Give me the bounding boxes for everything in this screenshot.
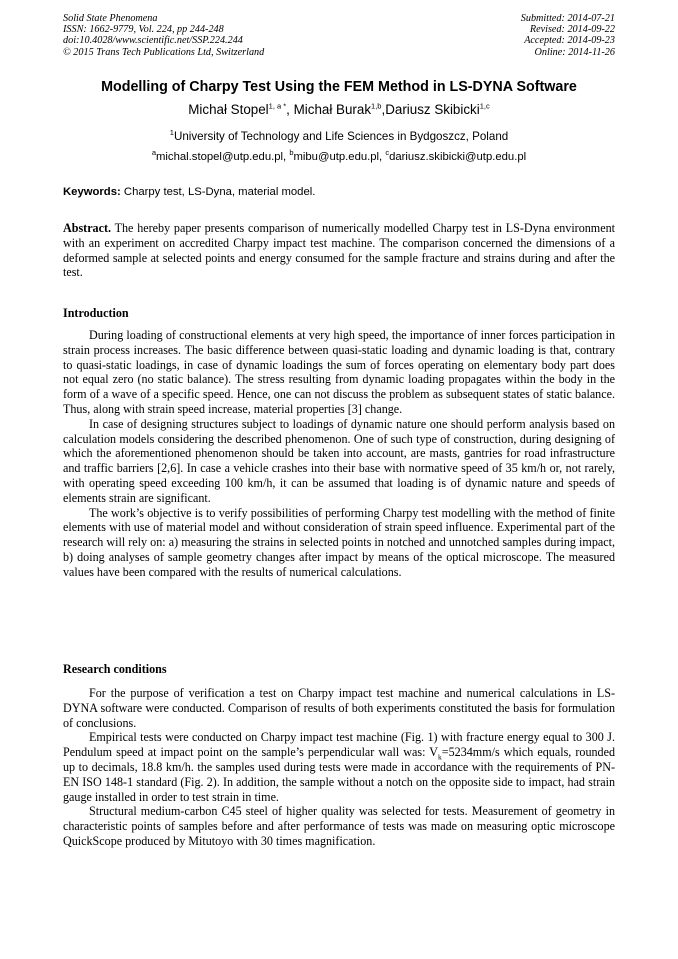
email-list [40,148,638,163]
paragraph: For the purpose of verification a test on Charpy impact test machine and numerical calculations in LS-DYNA software were conducted. Comparison of results of both experiments constituted the basis for formulation of conclusions. [63,686,615,730]
revised-date: Revised: 2014-09-22 [529,24,615,36]
author-list: Michał Stopel$^{1, a *}$, Michał Burak$^{1,b}$,Dariusz Skibicki$^{1,c}$ [188,101,490,117]
paper-title: Modelling of Charpy Test Using the FEM Method in LS-DYNA Software [101,79,577,95]
keywords [63,186,615,198]
author-superscript: 1, a * [268,101,287,111]
abstract-text: The hereby paper presents comparison of numerically modelled Charpy test in LS-Dyna environment with an experiment on accredited Charpy impact test machine. The comparison concerned the dimensions of a deformed sample at selected points and energy consumed for the sample fracture and strains during and after the test. [63,221,615,280]
email-superscript: c [385,148,390,158]
doi: doi:10.4028/www.scientific.net/SSP.224.244 [63,35,243,47]
section-heading-research-conditions: Research conditions [63,662,167,676]
author-superscript: 1,b [371,101,382,111]
paragraph: During loading of constructional elements at very high speed, the importance of inner forces participation in strain process increases. The basic difference between quasi-static loading and dynamic loading is that, contrary to quasi-static loadings, in case of dynamic loadings the sum of forces operating on elementary body part does not equal zero (no static balance). The stress resulting from dynamic loading propagates within the body in the form of a wave of a specific speed. Hence, one can not discuss the problem as subsequent states of static balance. Thus, along with strain speed increase, material properties [3] change. [63,328,615,416]
section-heading-introduction: Introduction [63,306,129,320]
issn: ISSN: 1662-9779, Vol. 224, pp 244-248 [63,24,224,36]
accepted-date: Accepted: 2014-09-23 [524,35,615,47]
submitted-date: Submitted: 2014-07-21 [520,13,615,24]
abstract-label: Abstract. [63,221,112,235]
email-link[interactable]: michal.stopel@utp.edu.pl, [156,151,290,163]
paragraph: The work’s objective is to verify possibilities of performing Charpy test modelling with the method of finite elements with use of material model and without consideration of strain speed influence. Experimental part of the research will rely on: a) measuring the strains in selected points in notched and unnotched samples during impact, b) doing analyses of sample geometry changes after impact by means of the optical microscope. The measured values have been compared with the results of numerical calculations. [63,505,615,579]
abstract [63,221,615,280]
author-name: Dariusz Skibicki [385,102,480,117]
research-conditions-section [63,686,615,849]
author-name: Michał Stopel [188,102,269,117]
paragraph-text: =5234mm/s which equals, rounded up to decimals, 18.8 km/h. the samples used during tests were made in accordance with the requirements of PN-EN ISO 148-1 standard (Fig. 2). In addition, the sample without a notch on the opposite side to impact, had strain gauge installed in order to test strain in time. [63,745,616,804]
introduction-section [63,328,615,580]
keywords-text: Charpy test, LS-Dyna, material model. [120,186,316,198]
journal-name: Solid State Phenomena [63,13,158,24]
keywords-label: Keywords: [63,186,121,198]
affiliation-text: University of Technology and Life Sciences in Bydgoszcz, Poland [173,130,509,143]
paragraph: Structural medium-carbon C45 steel of higher quality was selected for tests. Measurement of geometry in characteristic points of samples before and after performance of tests was made on measuring optic microscope QuickScope produced by Mitutoyo with 30 times magnification. [63,804,615,848]
abstract-paragraph [63,221,615,280]
paragraph [63,730,615,804]
paragraph-text: Empirical tests were conducted on Charpy impact test machine (Fig. 1) with fracture energy equal to 300 J. Pendulum speed at impact point on the sample’s perpendicular wall was: V [63,730,615,760]
email-link[interactable]: mibu@utp.edu.pl, [293,151,386,163]
email-superscript: a [151,148,157,158]
author-name: Michał Burak [293,102,372,117]
journal-header-right [521,13,615,58]
journal-header-left [63,13,264,58]
email-superscript: b [289,148,294,158]
online-date: Online: 2014-11-26 [534,46,615,58]
affiliation-superscript: 1 [169,128,174,138]
paragraph: In case of designing structures subject to loadings of dynamic nature one should perform analysis based on calculation models considering the described phenomenon. One of such type of construction, during designing of which the aforementioned phenomenon should be taken into account, are masts, gantries for road infrastructure and traffic barriers [2,6]. In case a vehicle crashes into their base with normative speed of 35 km/h or, not rarely, with operating speed exceeding 100 km/h, it can be assumed that loading is of dynamic nature and speeds of elements strain are significant. [63,416,615,505]
subscript: k [438,752,442,762]
copyright: © 2015 Trans Tech Publications Ltd, Switzerland [63,46,265,58]
email-link[interactable]: dariusz.skibicki@utp.edu.pl [389,151,527,163]
affiliation [40,130,638,143]
author-superscript: 1,c [479,101,490,111]
